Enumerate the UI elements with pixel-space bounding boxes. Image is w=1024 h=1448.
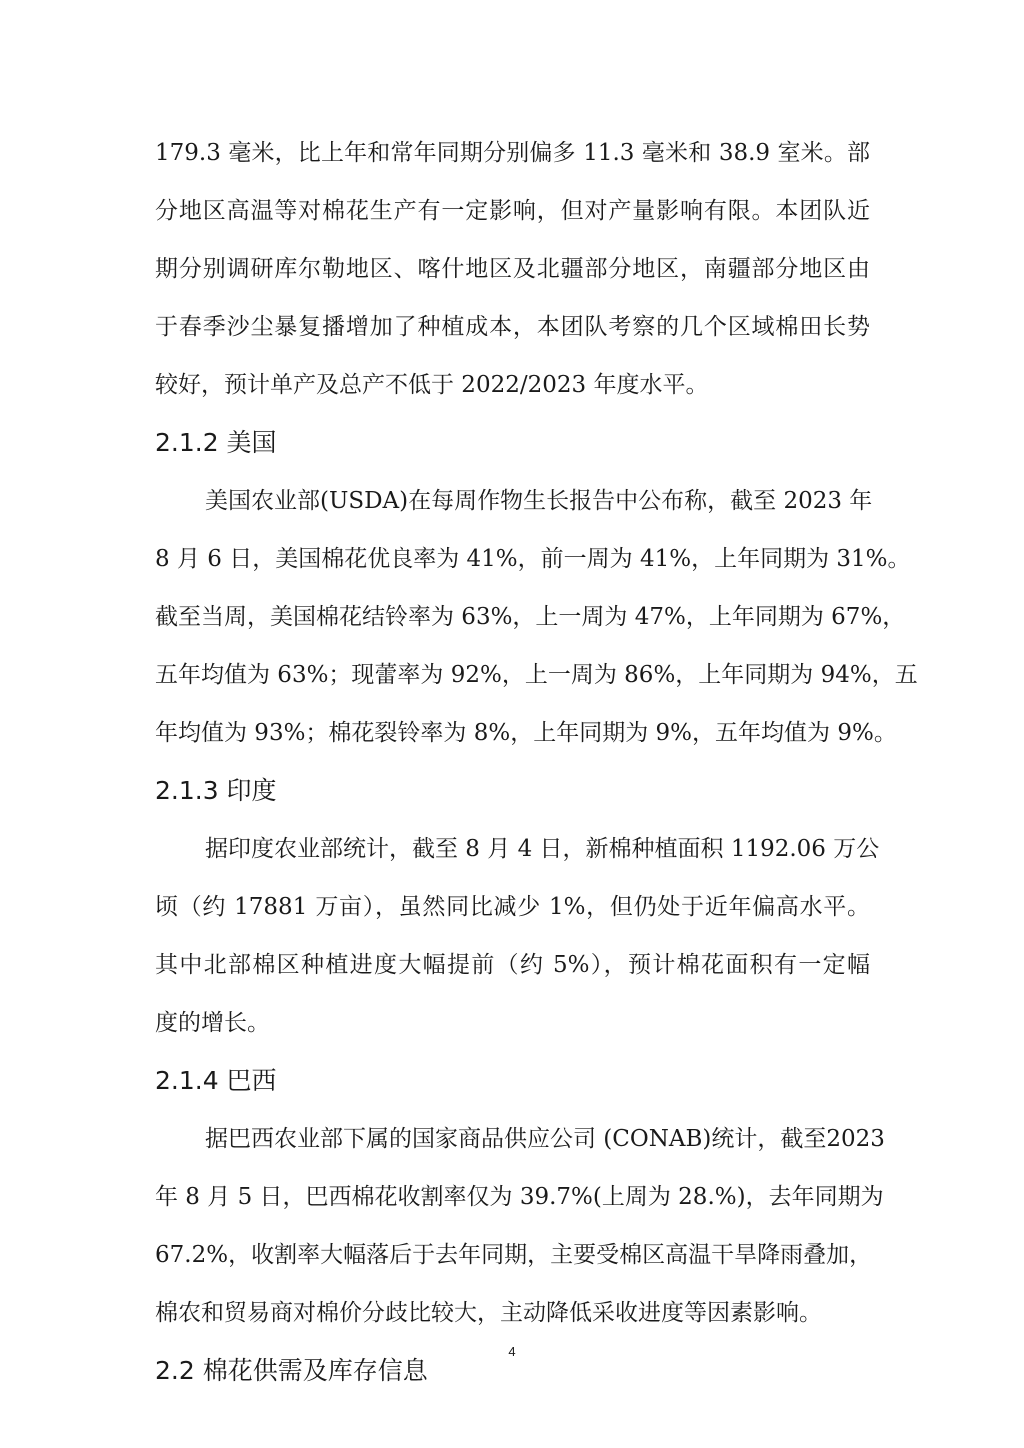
section-heading: 2.2 棉花供需及库存信息 bbox=[155, 1356, 428, 1385]
paragraph-line: 179.3 毫米，比上年和常年同期分别偏多 11.3 毫米和 38.9 室米。部 bbox=[155, 140, 870, 166]
paragraph-line: 其中北部棉区种植进度大幅提前（约 5%），预计棉花面积有一定幅 bbox=[155, 952, 870, 978]
paragraph-line: 年 8 月 5 日，巴西棉花收割率仅为 39.7%(上周为 28.%)，去年同期为 bbox=[155, 1184, 884, 1210]
paragraph-line: 期分别调研库尔勒地区、喀什地区及北疆部分地区，南疆部分地区由 bbox=[155, 256, 870, 282]
paragraph bbox=[155, 1110, 885, 1342]
paragraph-line: 顷（约 17881 万亩），虽然同比减少 1%，但仍处于近年偏高水平。 bbox=[155, 894, 870, 920]
paragraph bbox=[155, 472, 918, 762]
paragraph-line: 于春季沙尘暴复播增加了种植成本，本团队考察的几个区域棉田长势 bbox=[155, 314, 870, 340]
paragraph-line: 据印度农业部统计，截至 8 月 4 日，新棉种植面积 1192.06 万公 bbox=[205, 836, 880, 862]
section-heading: 2.1.3 印度 bbox=[155, 776, 277, 805]
paragraph-line: 五年均值为 63%；现蕾率为 92%，上一周为 86%，上年同期为 94%，五 bbox=[155, 662, 918, 688]
section-heading: 2.1.2 美国 bbox=[155, 428, 277, 457]
paragraph-line: 度的增长。 bbox=[155, 1010, 270, 1036]
paragraph-line: 分地区高温等对棉花生产有一定影响，但对产量影响有限。本团队近 bbox=[155, 198, 870, 224]
paragraph-line: 67.2%，收割率大幅落后于去年同期，主要受棉区高温干旱降雨叠加， bbox=[155, 1242, 873, 1268]
paragraph-line: 较好，预计单产及总产不低于 2022/2023 年度水平。 bbox=[155, 372, 709, 398]
paragraph-line: 8 月 6 日，美国棉花优良率为 41%，前一周为 41%，上年同期为 31%。 bbox=[155, 546, 911, 572]
paragraph-line: 截至当周，美国棉花结铃率为 63%，上一周为 47%，上年同期为 67%， bbox=[155, 604, 906, 630]
page-number: 4 bbox=[508, 1344, 516, 1359]
paragraph-line: 年均值为 93%；棉花裂铃率为 8%，上年同期为 9%，五年均值为 9%。 bbox=[155, 720, 897, 746]
paragraph-line: 棉农和贸易商对棉价分歧比较大，主动降低采收进度等因素影响。 bbox=[155, 1300, 822, 1326]
paragraph bbox=[155, 124, 870, 414]
paragraph bbox=[155, 820, 880, 1052]
paragraph-line: 美国农业部(USDA)在每周作物生长报告中公布称，截至 2023 年 bbox=[205, 488, 873, 514]
page-body bbox=[155, 124, 918, 1400]
paragraph-line: 据巴西农业部下属的国家商品供应公司 (CONAB)统计，截至2023 bbox=[205, 1126, 885, 1152]
section-heading: 2.1.4 巴西 bbox=[155, 1066, 277, 1095]
